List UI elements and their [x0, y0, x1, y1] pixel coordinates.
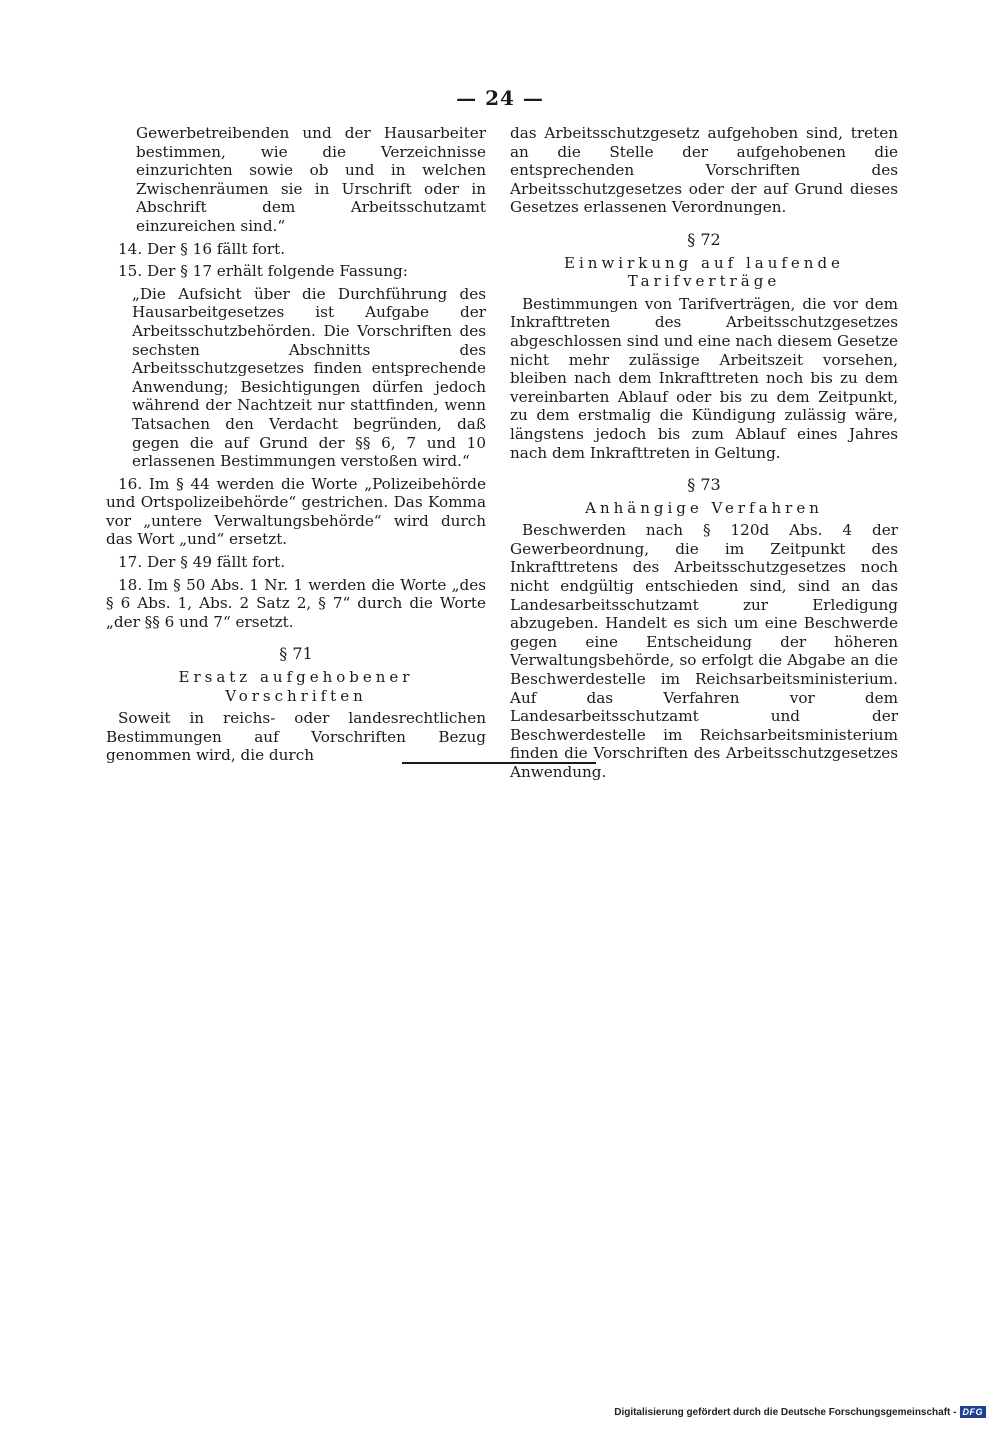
- section-71-number: § 71: [279, 644, 313, 664]
- section-73-title: Anhängige Verfahren: [585, 498, 823, 517]
- left-column: [106, 124, 486, 765]
- section-72-body: Bestimmungen von Tarifverträgen, die vor dem Inkrafttreten des Arbeitsschutzgesetzes abgeschlossen sind und eine nach diesem Gesetze nicht mehr zulässige Arbeitszeit vorsehen, bleiben nach dem Inkrafttreten noch bis zu dem vereinbarten Ablauf oder bis zu dem Zeitpunkt, zu dem erstmalig die Kündigung zulässig wäre, längstens jedoch bis zum Ablauf eines Jahres nach dem Inkrafttreten in Geltung.: [510, 294, 898, 462]
- section-73-number: § 73: [687, 475, 721, 495]
- page-number: — 24 —: [456, 86, 544, 110]
- right-column: [510, 124, 898, 782]
- digitization-footer: [614, 1406, 986, 1418]
- section-72-title: Einwirkung auf laufende Tarifverträge: [564, 253, 844, 291]
- left-continuation-paragraph: Gewerbetreibenden und der Hausarbeiter bestimmen, wie die Verzeichnisse einzurichten sowie ob und in welchen Zwischenräumen sie in Urschrift oder in Abschrift dem Arbeitsschutzamt einzureichen sind.“: [136, 124, 486, 235]
- footer-text: Digitalisierung gefördert durch die Deutsche Forschungsgemeinschaft -: [614, 1406, 957, 1418]
- item-14: 14. Der § 16 fällt fort.: [118, 239, 286, 258]
- section-71-body: Soweit in reichs- oder landesrechtlichen Bestimmungen auf Vorschriften Bezug genommen wird, die durch: [106, 709, 486, 765]
- right-continuation-paragraph: das Arbeitsschutzgesetz aufgehoben sind, treten an die Stelle der aufgehobenen die entsprechenden Vorschriften des Arbeitsschutzgesetzes oder der auf Grund dieses Gesetzes erlassenen Verordnungen.: [510, 124, 898, 217]
- item-15: 15. Der § 17 erhält folgende Fassung:: [118, 262, 408, 281]
- dfg-logo: DFG: [960, 1406, 987, 1418]
- section-71-title: Ersatz aufgehobener Vorschriften: [178, 668, 414, 705]
- item-18: 18. Im § 50 Abs. 1 Nr. 1 werden die Worte „des § 6 Abs. 1, Abs. 2 Satz 2, § 7“ durch die Worte „der §§ 6 und 7“ ersetzt.: [106, 575, 486, 631]
- end-rule-divider: [402, 762, 596, 764]
- section-72-number: § 72: [687, 229, 721, 249]
- item-15-quote: „Die Aufsicht über die Durchführung des Hausarbeitgesetzes ist Aufgabe der Arbeitsschutzbehörden. Die Vorschriften des sechsten Abschnitts des Arbeitsschutzgesetzes finden entsprechende Anwendung; Besichtigungen dürfen jedoch während der Nachtzeit nur stattfinden, wenn Tatsachen den Verdacht begründen, daß gegen die auf Grund der §§ 6, 7 und 10 erlassenen Bestimmungen verstoßen wird.“: [132, 284, 486, 471]
- section-73-body: Beschwerden nach § 120d Abs. 4 der Gewerbeordnung, die im Zeitpunkt des Inkrafttretens des Arbeitsschutzgesetzes noch nicht endgültig entschieden sind, sind an das Landesarbeitsschutzamt zur Erledigung abzugeben. Handelt es sich um eine Beschwerde gegen eine Entscheidung der höheren Verwaltungsbehörde, so erfolgt die Abgabe an die Beschwerdestelle im Reichsarbeitsministerium. Auf das Verfahren vor dem Landesarbeitsschutzamt und der Beschwerdestelle im Reichsarbeitsministerium finden die Vorschriften des Arbeitsschutzgesetzes Anwendung.: [510, 521, 898, 781]
- item-17: 17. Der § 49 fällt fort.: [118, 553, 286, 572]
- item-16: 16. Im § 44 werden die Worte „Polizeibehörde und Ortspolizeibehörde“ gestrichen. Das Komma vor „untere Verwaltungsbehörde“ wird durch das Wort „und“ ersetzt.: [106, 474, 486, 549]
